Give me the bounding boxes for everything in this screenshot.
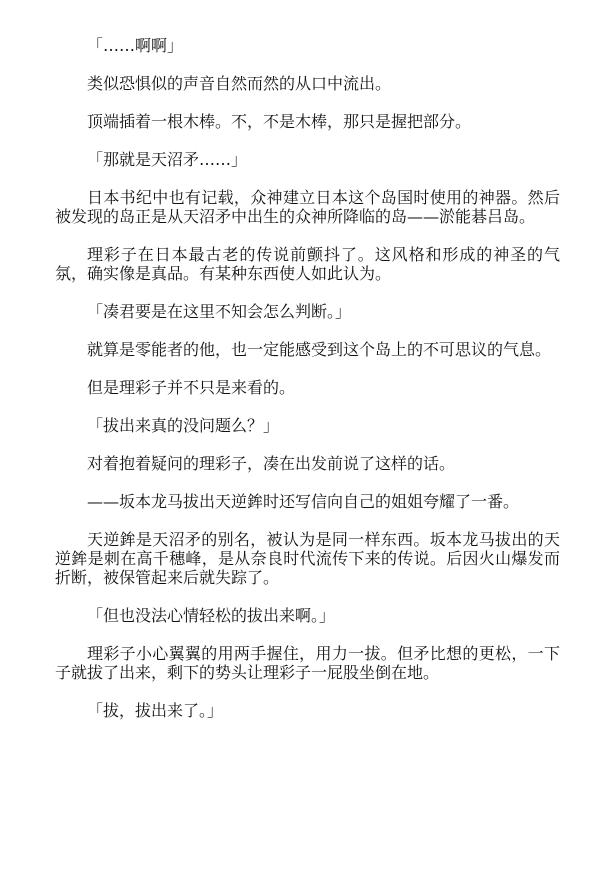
paragraph-dialog-3: 「凑君要是在这里不知会怎么判断。」: [87, 302, 352, 321]
paragraph-narration-7: 对着抱着疑问的理彩子，凑在出发前说了这样的话。: [87, 454, 456, 473]
paragraph-dialog-4: 「拔出来真的没问题么？」: [87, 416, 280, 435]
paragraph-narration-6: 但是理彩子并不只是来看的。: [87, 378, 296, 397]
paragraph-dialog-1: 「……啊啊」: [87, 36, 184, 55]
paragraph-narration-5: 就算是零能者的他，也一定能感受到这个岛上的不可思议的气息。: [87, 340, 552, 359]
paragraph-narration-9: 天逆鉾是天沼矛的别名，被认为是同一样东西。坂本龙马拔出的天逆鉾是刺在高千穗峰，是从奈良时代流传下来的传说。后因火山爆发而折断，被保管起来后就失踪了。: [55, 530, 560, 587]
paragraph-narration-4: 理彩子在日本最古老的传说前颤抖了。这风格和形成的神圣的气氛，确实像是真品。有某种东西使人如此认为。: [55, 245, 560, 283]
paragraph-narration-2: 顶端插着一根木棒。不，不是木棒，那只是握把部分。: [87, 112, 472, 131]
paragraph-narration-10: 理彩子小心翼翼的用两手握住，用力一拔。但矛比想的更松，一下子就拔了出来，剩下的势头让理彩子一屁股坐倒在地。: [55, 644, 560, 682]
paragraph-dialog-6: 「拔，拔出来了。」: [87, 701, 224, 720]
paragraph-narration-3: 日本书纪中也有记载，众神建立日本这个岛国时使用的神器。然后被发现的岛正是从天沼矛中出生的众神所降临的岛——淤能碁吕岛。: [55, 188, 560, 226]
paragraph-dialog-5: 「但也没法心情轻松的拔出来啊。」: [87, 606, 336, 625]
document-page: [55, 36, 560, 739]
paragraph-dialog-2: 「那就是天沼矛……」: [87, 150, 248, 169]
paragraph-narration-1: 类似恐惧似的声音自然而然的从口中流出。: [87, 74, 392, 93]
paragraph-narration-8: ——坂本龙马拔出天逆鉾时还写信向自己的姐姐夸耀了一番。: [87, 492, 520, 511]
